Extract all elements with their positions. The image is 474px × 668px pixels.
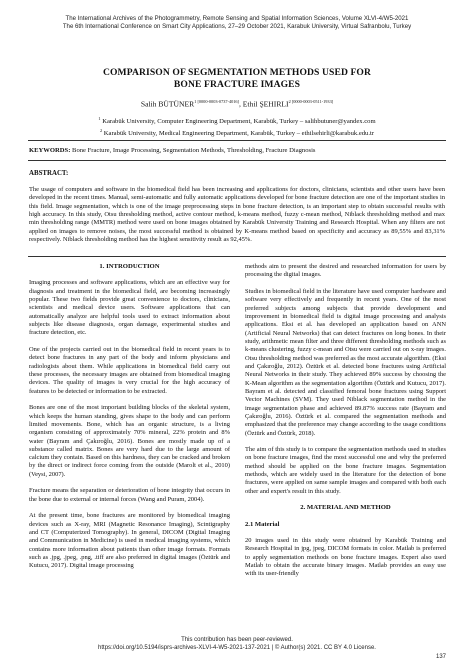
affiliation-1-marker: 1 bbox=[98, 116, 101, 121]
left-column bbox=[29, 263, 230, 579]
right-paragraph-1: methods aim to present the desired and researched information for users by processing the digital images. bbox=[245, 263, 446, 279]
title-line-2: BONE FRACTURE IMAGES bbox=[173, 78, 301, 90]
page-footer bbox=[0, 636, 474, 652]
affiliations bbox=[0, 114, 474, 138]
author-2-orcid: 2 [0000-0003-0511-1933] bbox=[288, 99, 334, 104]
right-paragraph-3: The aim of this study is to compare the segmentation methods used in studies on bone fracture images, find the most successful one and why the preferred method should be applied on the bone fracture images. Segmentation methods, which are widely used in the literature for the detection of bone fractures, were applied on same sample images and compared with both each other and expert's result in this study. bbox=[245, 446, 446, 495]
intro-paragraph-2: One of the projects carried out in the biomedical field in recent years is to detect bone fractures in any part of the body and inform physicians and radiologists about them. While applications in biomedical field carry out these processes, the necessary images are obtained from biomedical imaging devices. The quality of images is very crucial for the high accuracy of features to be detected or information to be extracted. bbox=[29, 345, 230, 395]
author-1-orcid: 1 [0000-0003-0737-4016] bbox=[194, 99, 239, 104]
affiliation-2-text: Karabük University, Medical Engineering Department, Karabük, Turkey – ethilsehirli@karabuk.edu.tr bbox=[102, 130, 375, 138]
intro-paragraph-1: Imaging processes and software applications, which are an effective way for diagnosis and treatment in the biomedical field, are becoming increasingly popular. These two fields provide great convenience to doctors, clinicians, scientists and medical device users. Software applications that can automatically analyze are helpful tools used to extract information about subjects like disease diagnosis, organ damage, experimental studies and fracture detection, etc. bbox=[29, 279, 230, 337]
keywords-label: KEYWORDS: bbox=[29, 147, 71, 154]
intro-paragraph-5: At the present time, bone fractures are monitored by biomedical imaging devices such as X-ray, MRI (Magnetic Resonance Imaging), Scintigraphy and CT (Computerized Tomography). In general, DICOM (Digital Imaging and Communication in Medicine) is used in medical imaging systems, which contains more information about patients than other image formats. Formats such as .jpg, .jpeg, .png, .tiff are also preferred in digital images (Öztürk and Kutucu, 2017). Digital image processing bbox=[29, 512, 230, 570]
author-separator: , bbox=[238, 99, 243, 109]
running-header bbox=[0, 15, 474, 31]
right-paragraph-2: Studies in biomedical field in the literature have used computer hardware and software very effectively and frequently in recent years. One of the most preferred subjects among subjects that provide development and improvement in biomedical field is digital image processing and analysis applications. Eksi et al. has developed an application based on ANN (Artificial Neural Networks) that can detect fractures on long bones. In their study, arithmetic mean filter and three different thresholding methods such as k-means clustering, fuzzy c-mean and Otsu were carried out on x-ray images. Otsu thresholding method was preferred as the most accurate algorithm. (Eksi and Çakıroğlu, 2012). Öztürk et al. detected bone fractures using Artificial Neural Networks in their study. They achieved 89% success by choosing the K-Mean algorithm as the segmentation algorithm (Öztürk and Kutucu, 2017). Bayram et al. detected and classified femoral bone fractures using Support Vector Machines (SVM). They used Niblack segmentation method in the image segmentation phase and achieved 89.87% success rate (Bayram and Çakıroğlu, 2016). Öztürk et al. compared the segmentation methods and emphasized that the preference may change according to the usage conditions (Öztürk and Öztürk, 2018). bbox=[245, 287, 446, 437]
intro-paragraph-3: Bones are one of the most important building blocks of the skeletal system, which keeps the human standing, gives shape to the body and can perform limited movements. Bone, which has an organic structure, is a living organism consisting of approximately 70% mineral, 22% protein and 8% water (Bayram and Çakıroğlu, 2016). Bones are mostly made up of a substance called matrix. Bones are very hard due to the large amount of calcium they contain. Based on this hardness, they can be cracked and broken by the direct or indirect force coming from the outside (Marolt et al., 2010) (Veysi, 2007). bbox=[29, 404, 230, 478]
affiliation-2-marker: 2 bbox=[99, 128, 103, 134]
abstract-heading: ABSTRACT: bbox=[29, 170, 69, 177]
section-1-heading: 1. INTRODUCTION bbox=[99, 263, 160, 270]
footer-doi-license: https://doi.org/10.5194/isprs-archives-XLVI-4-W5-2021-137-2021 | © Author(s) 2021. CC BY 4.0 License. bbox=[98, 645, 376, 651]
divider-middle bbox=[28, 160, 446, 161]
subsection-2-1-heading: 2.1 Material bbox=[245, 520, 280, 528]
author-1-name: Salih BÜTÜNER bbox=[140, 99, 195, 109]
intro-paragraph-4: Fracture means the separation or deterioration of bone integrity that occurs in the bone due to external or internal forces (Wang and Puram, 2004). bbox=[29, 487, 230, 503]
header-line-2: The 6th International Conference on Smart City Applications, 27–29 October 2021, Karabuk University, Virtual Safranbolu, Turkey bbox=[62, 23, 412, 30]
right-column bbox=[245, 263, 446, 587]
material-paragraph: 20 images used in this study were obtained by Karabük Training and Research Hospital in jpg, jpeg, DICOM formats in color. Matlab is preferred to apply segmentation methods on bone fracture images. Expert also used Matlab to obtain the accurate binary images. Matlab provides an easy use with its user-friendly bbox=[245, 537, 446, 578]
divider-top bbox=[28, 140, 446, 141]
paper-title bbox=[0, 67, 474, 90]
divider-bottom bbox=[28, 256, 446, 257]
footer-peer-review: This contribution has been peer-reviewed. bbox=[181, 637, 293, 643]
header-line-1: The International Archives of the Photogrammetry, Remote Sensing and Spatial Information Sciences, Volume XLVI-4/W5-2021 bbox=[65, 15, 409, 22]
page-number: 137 bbox=[435, 654, 446, 660]
keywords bbox=[29, 146, 445, 155]
author-list bbox=[0, 99, 474, 109]
title-line-1: COMPARISON OF SEGMENTATION METHODS USED FOR bbox=[102, 67, 372, 78]
affiliation-2 bbox=[0, 126, 474, 138]
author-2-name: Ethil ŞEHIRLI bbox=[242, 99, 289, 109]
section-2-heading: 2. MATERIAL AND METHOD bbox=[300, 504, 391, 512]
abstract-text: The usage of computers and software in the biomedical field has been increasing and applications for doctors, clinicians, scientists and other users have been developed in the recent times. Manual, semi-automatic and fully automatic applications developed for bone fracture detection are one of the important studies in this field. Image segmentation, which is one of the image preprocessing steps in bone fracture detection, is an important step to obtain successful results with high accuracy. In this study, Otsu thresholding method, active contour method, k-means method, fuzzy c-mean method, Niblack thresholding method and max min thresholding range (MMTR) method were used on bone images obtained by Karabük University Training and Research Hospital. When any filters are not applied on images to remove noises, the most successful method is obtained by K-means method based on specificity and accuracy as 89,55% and 83,31% respectively. Niblack thresholding method has the highest sensitivity result as 92,45%. bbox=[29, 186, 445, 244]
affiliation-1 bbox=[0, 114, 474, 126]
affiliation-1-text: Karabük University, Computer Engineering Department, Karabük, Turkey – salihbutuner@yandex.com bbox=[100, 118, 376, 126]
keywords-text: Bone Fracture, Image Processing, Segmentation Methods, Thresholding, Fracture Diagnosis bbox=[70, 147, 316, 154]
